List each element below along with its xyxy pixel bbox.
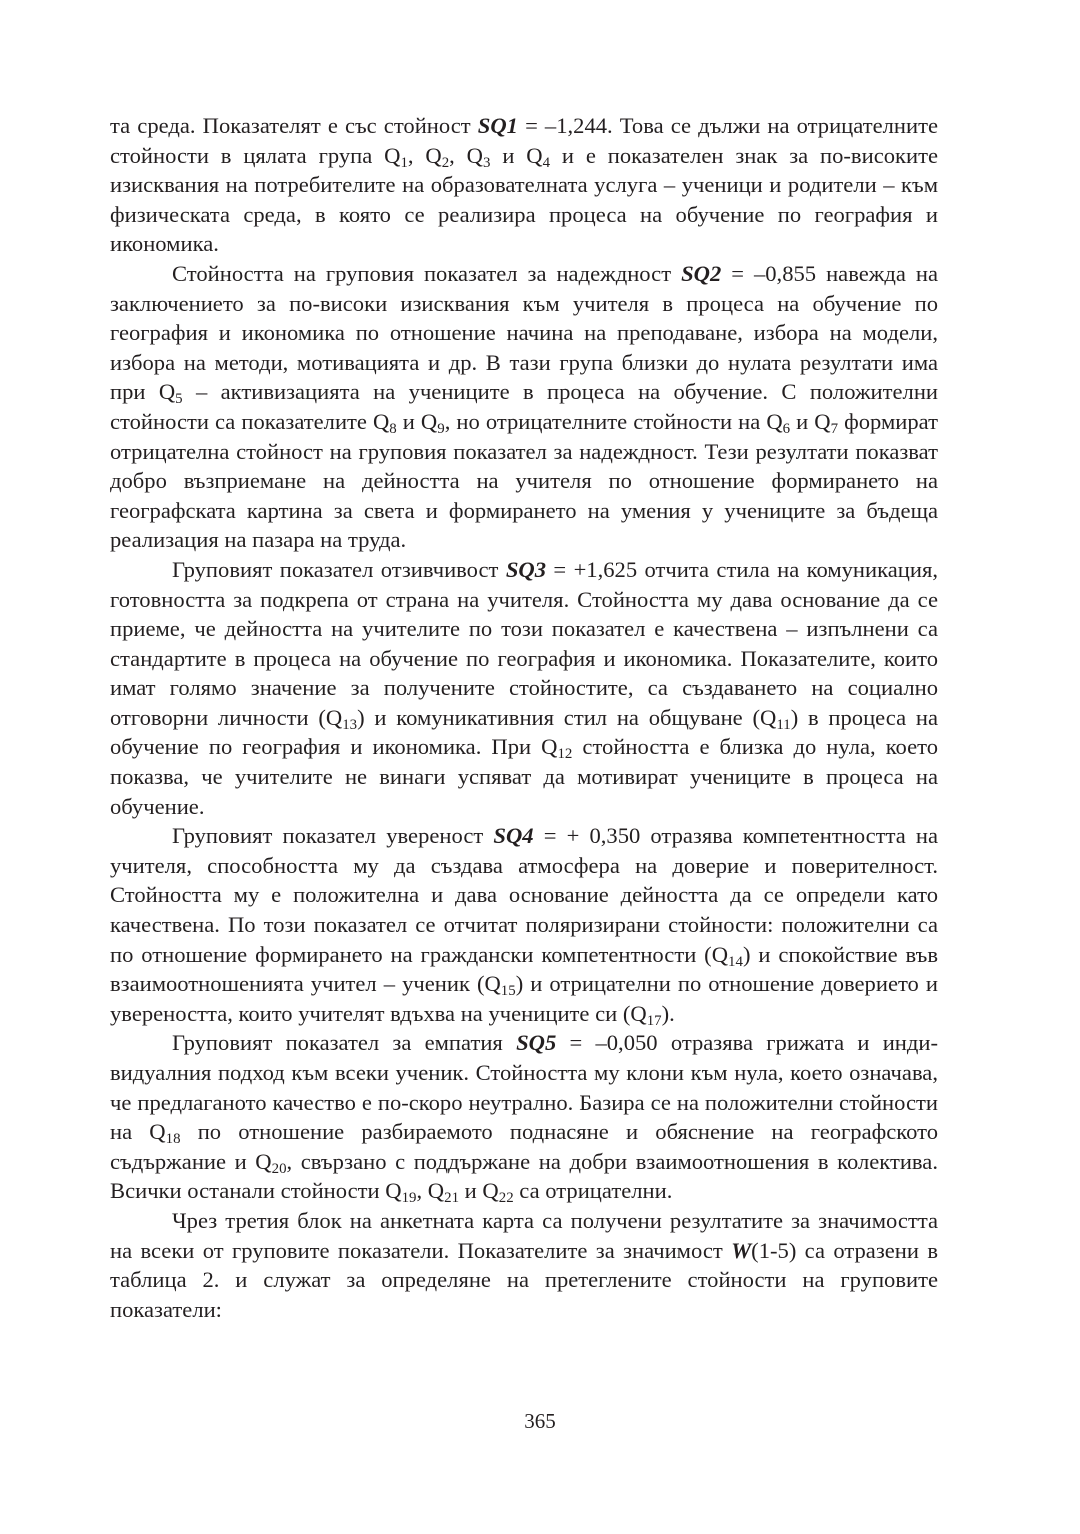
indicator-symbol: W [731, 1237, 752, 1263]
text-run: Груповият показател отзивчивост [172, 556, 506, 582]
subscript-index: 22 [498, 1190, 514, 1207]
subscript-index: 11 [776, 716, 791, 733]
text-run: стойността е близка до нула, което показва, че учителите не винаги успяват да мотивират учениците в процеса на обучение. [110, 734, 938, 819]
subscript-index: 20 [271, 1160, 287, 1177]
subscript-index: 13 [342, 716, 358, 733]
paragraph [110, 555, 938, 821]
text-run: и Q [459, 1178, 499, 1204]
text-run: са отрицателни. [513, 1178, 673, 1204]
subscript-index: 12 [557, 746, 573, 763]
indicator-symbol: SQ3 [505, 556, 547, 582]
text-run: Груповият показател увереност [172, 823, 494, 849]
paragraph [110, 1206, 938, 1324]
subscript-index: 18 [165, 1131, 181, 1148]
subscript-index: 3 [483, 154, 491, 171]
subscript-index: 2 [441, 154, 450, 171]
subscript-index: 1 [400, 154, 408, 171]
page-number: 365 [524, 1409, 556, 1433]
text-run: ) и отрицателни по отношение доверието и увереността, които учителят вдъхва на учениците си (Q [110, 971, 938, 1026]
text-run: , Q [407, 142, 442, 168]
text-run: , но отрицателните стойности на Q [444, 408, 783, 434]
text-run: , Q [449, 142, 483, 168]
text-run: ) и спокойствие във взаимоотношенията учител – ученик (Q [110, 941, 939, 997]
subscript-index: 6 [782, 420, 791, 437]
text-run: ) в процеса на обучение по география и икономика. При Q [110, 704, 938, 760]
text-run: = –1,244. Това се дължи на отрицателните стойности в цялата група Q [110, 113, 938, 168]
text-run: формират отрицателна стойност на груповия показател за надеждност. Тези резултати показват добро възприемане на дейността на учителя по отношение формирането на географската картина за света и формирането на умения у учениците за бъдеща реализация на пазара на труда. [110, 408, 938, 553]
subscript-index: 9 [437, 420, 445, 437]
text-run: = –0,050 отразява грижата и индивидуалния подход към всеки ученик. Стойността му клони към нула, което означава, че предлаганото качество е по-скоро неутрално. Базира се на положителни стойности на Q [110, 1030, 938, 1145]
body-text [110, 111, 938, 1324]
text-run: Груповият показател за емпатия [172, 1030, 517, 1056]
paragraph [110, 821, 938, 1028]
text-run: ). [661, 1000, 675, 1026]
text-run: , Q [416, 1178, 445, 1204]
text-run: (1-5) са отразени в таблица 2. и служат за определяне на претеглените стойности на груповите показатели: [110, 1237, 938, 1322]
paragraph [110, 111, 938, 259]
text-run: и Q [790, 408, 831, 434]
subscript-index: 8 [389, 420, 397, 437]
subscript-index: 5 [175, 391, 183, 408]
subscript-index: 15 [500, 983, 516, 1000]
indicator-symbol: SQ1 [477, 113, 518, 138]
text-run: = –0,855 навежда на заключението за по-високи изисквания към учителя в процеса на обучение по география и икономика по отношение начина на преподаване, избора на модели, избора на методи, мотивацията и др. В тази група близки до нулата резултати има при Q [110, 260, 939, 405]
subscript-index: 17 [646, 1012, 662, 1029]
text-run: и Q [490, 142, 543, 168]
text-run: , свързано с поддържане на добри взаимоотношения в колектива. Всички останали стойности Q [110, 1148, 938, 1204]
text-run: Стойността на груповия показател за надеждност [172, 260, 682, 286]
text-run: – активизацията на учениците в процеса на обучение. С положителни стойности са показателите Q [110, 379, 938, 434]
text-run: = +1,625 отчита стила на комуникация, готовността за подкрепа от страна на учителя. Стойността му дава основание да се приеме, че дейността на учителите по този показател е качествена – изпълнени са стандартите в процеса на обучение по география и икономика. Показателите, които имат голямо значение за получените стойностите, са създаването на социално отговорни личности (Q [110, 556, 939, 730]
text-run: ) и комуникативния стил на общуване (Q [357, 704, 777, 730]
text-run: та среда. Показателят е със стойност [110, 113, 478, 138]
subscript-index: 4 [542, 154, 551, 171]
subscript-index: 7 [830, 420, 839, 437]
subscript-index: 19 [401, 1190, 417, 1207]
subscript-index: 21 [444, 1190, 460, 1207]
text-run: и е показателен знак за по-високите изисквания на потребителите на образователната услуга – ученици и родители – към физическата среда, в която се реализира процеса на обучение по география и икономика. [110, 142, 938, 257]
indicator-symbol: SQ2 [681, 260, 722, 286]
indicator-symbol: SQ5 [516, 1030, 557, 1056]
text-run: по отношение разбираемото поднасяне и обяснение на географското съдържание и Q [110, 1119, 938, 1174]
text-run: и Q [396, 408, 438, 434]
text-run: Чрез третия блок на анкетната карта са получени резултатите за значимостта на всеки от груповите показатели. Показателите за значимост [110, 1207, 938, 1263]
indicator-symbol: SQ4 [493, 823, 534, 849]
text-run: = + 0,350 отразява компетентността на учителя, способността му да създава атмосфера на доверие и поверителност. Стойността му е положителна и дава основание дейността да се определи като качествена. По този показател се отчитат поляризирани стойности: положителни са по отношение формирането на граждански компетентности (Q [110, 823, 939, 967]
subscript-index: 14 [728, 953, 743, 970]
paragraph [110, 259, 938, 555]
paragraph [110, 1028, 938, 1206]
